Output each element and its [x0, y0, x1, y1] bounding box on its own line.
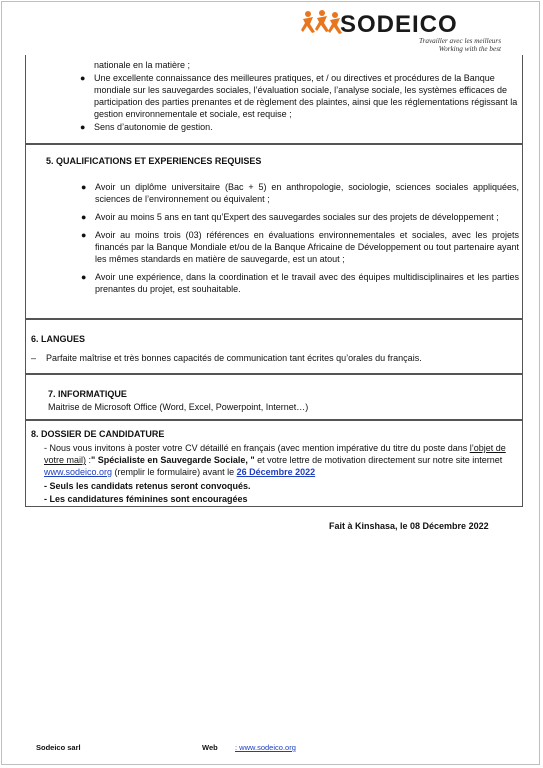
- section-4-continuation: [25, 55, 523, 144]
- dash-icon: –: [31, 353, 37, 363]
- logo-wordmark: SODEICO: [340, 11, 458, 38]
- bullet-icon: ●: [81, 230, 87, 240]
- section-6-heading: 6. LANGUES: [31, 334, 86, 344]
- section-6-line: – Parfaite maîtrise et très bonnes capacités de communication tant écrites qu’orales du français.: [31, 353, 422, 363]
- bullet-icon: ●: [81, 272, 87, 282]
- list-item: ● Avoir au moins trois (03) références en évaluations environnementales et sociales, avec les projets financés par la Banque Mondiale et/ou de la Banque Africaine de Développement ou tout partenaire ayant les mêmes standards en matière de sauvegarde, est un atout ;: [81, 230, 519, 264]
- section-5-qualifications: [25, 144, 523, 319]
- women-encouraged-note: - Les candidatures féminines sont encouragées: [44, 494, 248, 504]
- section-7-computing: [25, 374, 523, 420]
- list-item: ● Avoir une expérience, dans la coordination et le travail avec des équipes multidisciplinaires et les parties prenantes du projet, est souhaitable.: [81, 272, 519, 294]
- website-link[interactable]: www.sodeico.org: [44, 467, 113, 477]
- position-title: " Spécialiste en Sauvegarde Sociale, ": [91, 455, 255, 465]
- signature-line: Fait à Kinshasa, le 08 Décembre 2022: [329, 521, 489, 531]
- bullet-icon: ●: [81, 212, 87, 222]
- section-7-heading: 7. INFORMATIQUE: [48, 389, 127, 399]
- logo-tagline-en: Working with the best: [438, 45, 501, 53]
- section-4-list: [80, 59, 527, 134]
- deadline-date: 26 Décembre 2022: [236, 467, 316, 477]
- footer-web-link[interactable]: : www.sodeico.org: [235, 743, 296, 752]
- section-6-languages: [25, 319, 523, 374]
- application-instructions: - Nous vous invitons à poster votre CV détaillé en français (avec mention impérative du titre du poste dans l’objet de votre mail) :" Spécialiste en Sauvegarde Sociale, " et votre lettre de motivation directement sur notre site internet www.sodeico.org (remplir le formulaire) avant le 26 Décembre 2022: [44, 443, 506, 477]
- list-item: ● Avoir au moins 5 ans en tant qu’Expert des sauvegardes sociales sur des projets de développement ;: [81, 212, 499, 222]
- logo-tagline-fr: Travailler avec les meilleurs: [418, 37, 501, 45]
- section-5-list: [81, 181, 519, 301]
- section-8-application: [25, 420, 523, 507]
- list-item: ● Avoir un diplôme universitaire (Bac + 5) en anthropologie, sociologie, sciences sociales appliquées, sciences de l’environnement ou équivalent ;: [81, 182, 519, 204]
- bullet-icon: ●: [80, 122, 86, 132]
- list-item: ● Sens d’autonomie de gestion.: [80, 122, 213, 132]
- logo-figures-icon: [300, 8, 344, 38]
- section-5-heading: 5. QUALIFICATIONS ET EXPERIENCES REQUISES: [46, 156, 262, 166]
- sodeico-logo: [300, 8, 505, 53]
- bullet-icon: ●: [80, 73, 86, 83]
- footer-web-label: Web: [202, 743, 218, 752]
- shortlist-note: - Seuls les candidats retenus seront convoqués.: [44, 481, 251, 491]
- section-8-heading: 8. DOSSIER DE CANDIDATURE: [31, 429, 165, 439]
- section-7-line: Maitrise de Microsoft Office (Word, Excel, Powerpoint, Internet…): [48, 402, 309, 412]
- footer-company: Sodeico sarl: [36, 743, 81, 752]
- bullet-icon: ●: [81, 182, 87, 192]
- list-item: ● Une excellente connaissance des meilleures pratiques, et / ou directives et procédures de la Banque mondiale sur les sauvegardes sociales, l’évaluation sociale, l’analyse sociale, les systèmes efficaces de participation des parties prenantes et de règlement des plaintes, ainsi que les réglementations régissant la gestion environnementale et sociale, est requise ;: [80, 73, 518, 119]
- list-item: nationale en la matière ;: [94, 60, 191, 70]
